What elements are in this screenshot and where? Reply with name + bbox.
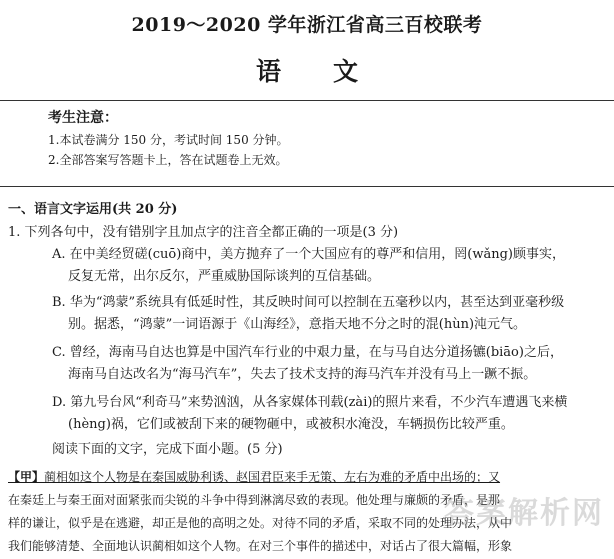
watermark: 答案解析网	[444, 496, 604, 531]
option-a-line-2: 反复无常，出尔反尔，严重威胁国际谈判的互信基础。	[68, 269, 381, 284]
option-d-line-2: (hèng)祸，它们或被刮下来的硬物砸中，或被积水淹没，车辆损伤比较严重。	[68, 417, 514, 432]
notice-heading: 考生注意：	[48, 110, 118, 126]
option-b-line-2: 别。据悉，“鸿蒙”一词语源于《山海经》，意指天地不分之时的混(hùn)沌元气。	[68, 317, 527, 332]
passage-line-1	[8, 466, 610, 489]
option-a-line-1: A. 在中美经贸磋(cuō)商中，美方抛弃了一个大国应有的尊严和信用，罔(wǎng)顾事实，	[52, 247, 565, 262]
option-c	[52, 342, 608, 386]
reading-instruction: 阅读下面的文字，完成下面小题。(5 分)	[52, 442, 283, 457]
option-b-line-1: B. 华为“鸿蒙”系统具有低延时性，其反映时间可以控制在五毫秒以内，甚至达到亚毫秒级	[52, 295, 565, 310]
question-stem: 1. 下列各句中，没有错别字且加点字的注音全都正确的一项是(3 分)	[8, 225, 399, 240]
passage-line-2: 在秦廷上与秦王面对面紧张而尖锐的斗争中得到淋漓尽致的表现。他处理与廉颇的矛盾，是那	[8, 493, 501, 507]
option-c-line-1: C. 曾经，海南马自达也算是中国汽车行业的中艰力量，在与马自达分道扬镳(biāo)之后，	[52, 345, 563, 360]
passage-line-3: 样的谦让，似乎是在逃避，却正是他的高明之处。对待不同的矛盾，采取不同的处理办法，从中	[8, 516, 513, 530]
option-d	[52, 392, 608, 436]
section-heading: 一、语言文字运用(共 20 分)	[8, 202, 178, 217]
divider-bottom	[0, 186, 614, 187]
passage-line-4: 我们能够清楚、全面地认识蔺相如这个人物。在对三个事件的描述中，对话占了很大篇幅，形象	[8, 539, 513, 553]
option-d-line-1: D. 第九号台风“利奇马”来势汹汹，从各家媒体刊载(zài)的照片来看，不少汽车遭遇飞来横	[52, 395, 568, 410]
passage-tag: 【甲】	[8, 470, 45, 484]
option-a	[52, 244, 608, 288]
notice-item-2: 2.全部答案写答题卡上，答在试题卷上无效。	[48, 153, 288, 167]
subject-title: 语文	[255, 57, 410, 86]
option-c-line-2: 海南马自达改名为“海马汽车”，失去了技术支持的海马汽车并没有马上一蹶不振。	[68, 367, 537, 382]
notice-item-1: 1.本试卷满分 150 分，考试时间 150 分钟。	[48, 133, 289, 147]
passage-line-1-text: 蔺相如这个人物是在秦国威胁利诱、赵国君臣来手无策、左右为难的矛盾中出场的；又	[44, 470, 501, 484]
exam-title: 2019～2020 学年浙江省高三百校联考	[131, 14, 483, 36]
notice-box	[48, 108, 608, 170]
option-b	[52, 292, 608, 336]
divider-top	[0, 100, 614, 101]
